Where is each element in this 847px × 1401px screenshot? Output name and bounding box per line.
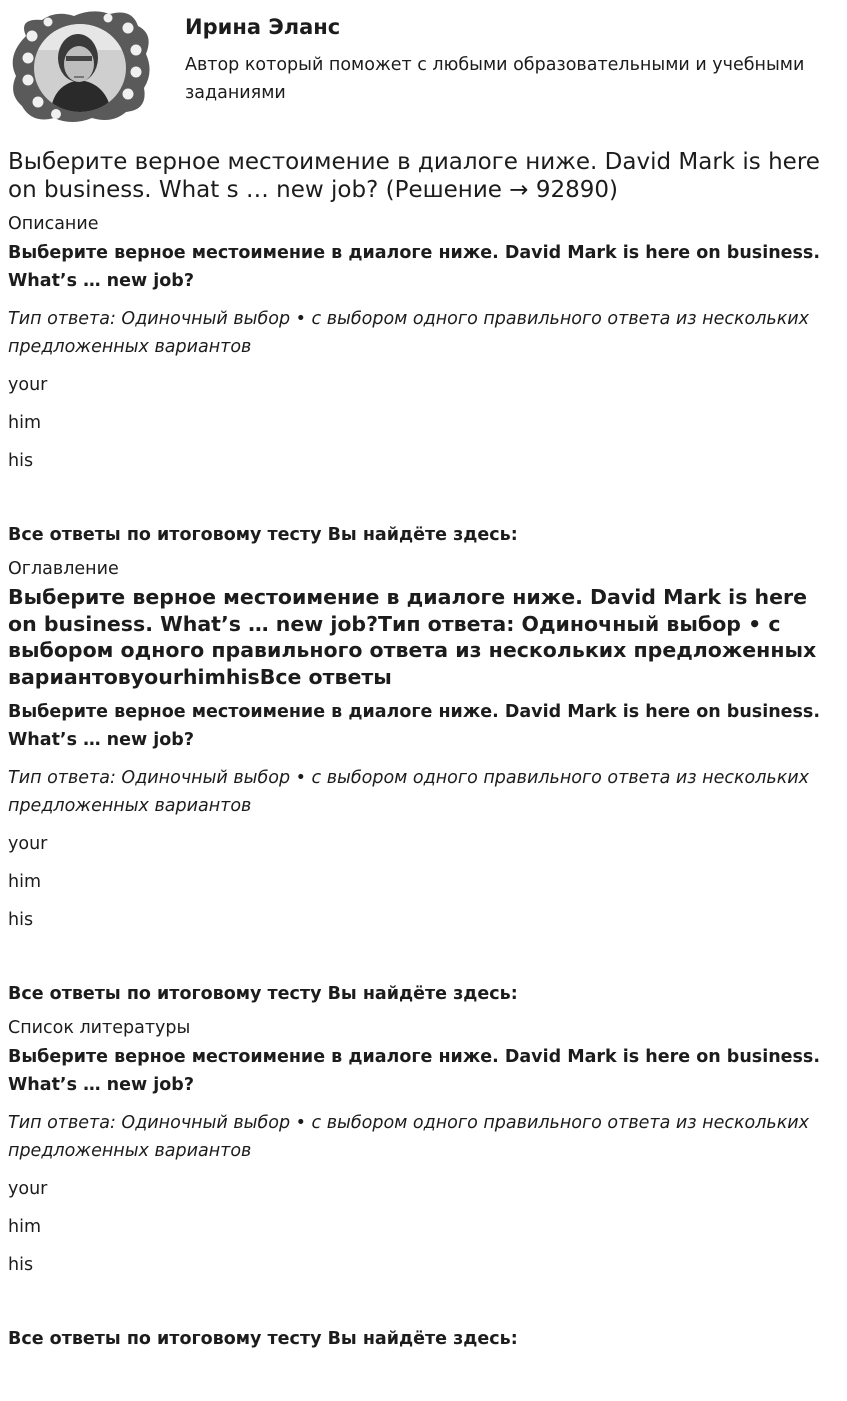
all-answers-text: Все ответы по итоговому тесту Вы найдёте здесь: — [8, 525, 518, 545]
option-item: him — [8, 872, 42, 892]
option-item: your — [8, 834, 48, 854]
option-item: him — [8, 1217, 42, 1237]
page-title: Выберите верное местоимение в диалоге ниже. David Mark is here on business. What s … new job? (Решение → 92890) — [8, 149, 820, 203]
option-item: his — [8, 910, 34, 930]
section-label: Оглавление — [8, 559, 119, 579]
question-text: Выберите верное местоимение в диалоге ниже. David Mark is here on business. What’s … new job? — [8, 243, 820, 291]
section-label: Описание — [8, 214, 99, 234]
answer-type: Тип ответа: Одиночный выбор • с выбором одного правильного ответа из нескольких предложенных вариантов — [8, 309, 810, 357]
author-description: Автор который поможет с любыми образовательными и учебными заданиями — [185, 55, 805, 103]
option-item: your — [8, 375, 48, 395]
author-card — [8, 6, 838, 128]
question-text: Выберите верное местоимение в диалоге ниже. David Mark is here on business. What’s … new job? — [8, 702, 820, 750]
main-content — [8, 148, 823, 1353]
all-answers-text: Все ответы по итоговому тесту Вы найдёте здесь: — [8, 1329, 518, 1349]
all-answers-text: Все ответы по итоговому тесту Вы найдёте здесь: — [8, 984, 518, 1004]
author-avatar — [8, 6, 153, 126]
question-text: Выберите верное местоимение в диалоге ниже. David Mark is here on business. What’s … new job? — [8, 1047, 820, 1095]
section-description — [8, 213, 823, 549]
answer-type: Тип ответа: Одиночный выбор • с выбором одного правильного ответа из нескольких предложенных вариантов — [8, 768, 810, 816]
section-label: Список литературы — [8, 1018, 191, 1038]
toc-heading: Выберите верное местоимение в диалоге ниже. David Mark is here on business. What’s … new job?Тип ответа: Одиночный выбор • с выбором одного правильного ответа из нескольких предложенных вариантовyourhimhisВсе ответы — [8, 585, 817, 689]
answer-type: Тип ответа: Одиночный выбор • с выбором одного правильного ответа из нескольких предложенных вариантов — [8, 1113, 810, 1161]
author-name: Ирина Эланс — [185, 15, 341, 39]
option-item: him — [8, 413, 42, 433]
option-item: your — [8, 1179, 48, 1199]
option-item: his — [8, 1255, 34, 1275]
section-toc — [8, 558, 823, 1008]
section-references — [8, 1017, 823, 1353]
option-item: his — [8, 451, 34, 471]
